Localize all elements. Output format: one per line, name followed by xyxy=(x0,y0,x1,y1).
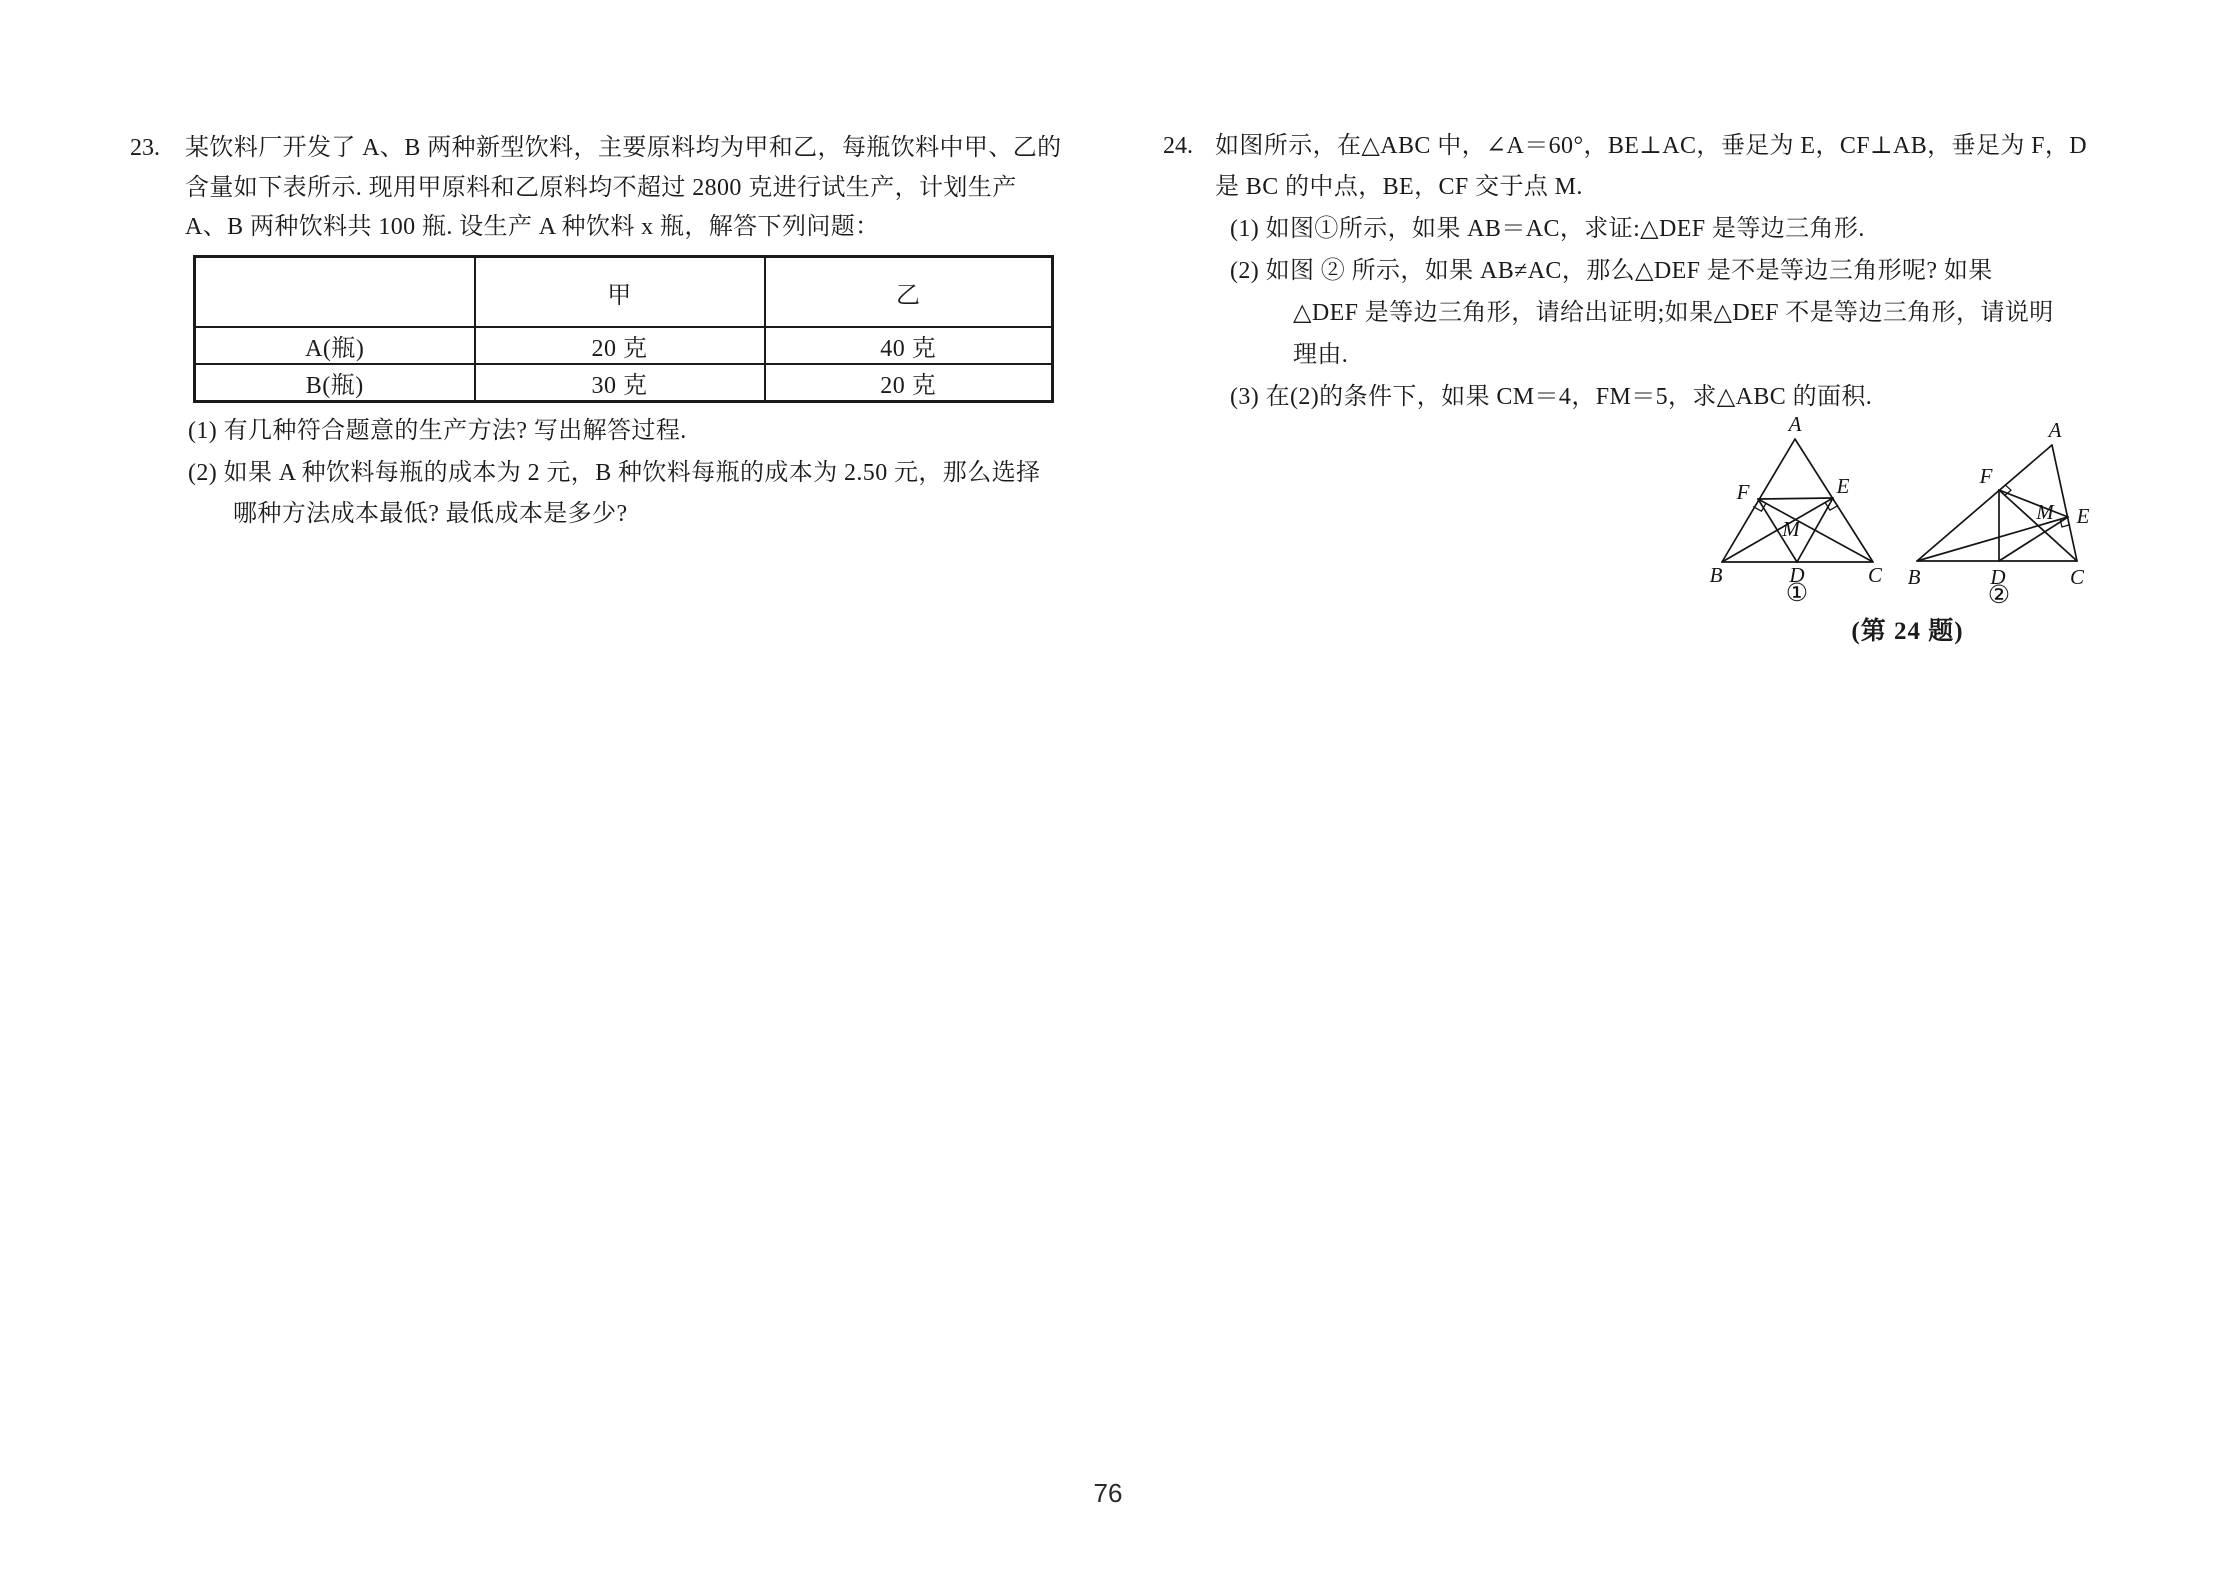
problem-23-line-1: 某饮料厂开发了 A、B 两种新型饮料，主要原料均为甲和乙，每瓶饮料中甲、乙的 xyxy=(185,135,1062,161)
vertex-label-e: E xyxy=(2076,504,2090,528)
vertex-label-f: F xyxy=(1979,464,1993,488)
row-a-jia: 20 克 xyxy=(475,327,765,364)
table-row-a xyxy=(195,327,1053,364)
page-number: 76 xyxy=(1093,1478,1123,1508)
figure-2-diagram xyxy=(1907,417,2097,609)
problem-24-q2-line-3: 理由. xyxy=(1293,342,1349,368)
problem-23-q2-line-1: (2) 如果 A 种饮料每瓶的成本为 2 元，B 种饮料每瓶的成本为 2.50 元，那么选择 xyxy=(188,460,1041,486)
table-header-empty xyxy=(195,257,475,328)
problem-23-line-2: 含量如下表所示. 现用甲原料和乙原料均不超过 2800 克进行试生产，计划生产 xyxy=(185,175,1017,201)
vertex-label-m: M xyxy=(1782,517,1800,541)
vertex-label-b: B xyxy=(1709,563,1723,587)
problem-24-q2-line-1: (2) 如图 ② 所示，如果 AB≠AC，那么△DEF 是不是等边三角形呢? 如果 xyxy=(1230,258,1993,284)
vertex-label-c: C xyxy=(1867,563,1883,587)
problem-24-line-1: 如图所示，在△ABC 中，∠A＝60°，BE⊥AC，垂足为 E，CF⊥AB，垂足为 F，D xyxy=(1215,133,2088,159)
figure-1-diagram xyxy=(1698,415,1898,607)
problem-24-q2-line-2: △DEF 是等边三角形，请给出证明;如果△DEF 不是等边三角形，请说明 xyxy=(1293,300,2054,326)
problem-24-figures xyxy=(1695,413,2120,653)
problem-24-number: 24. xyxy=(1163,133,1193,159)
vertex-label-f: F xyxy=(1736,480,1750,504)
row-a-label: A(瓶) xyxy=(195,327,475,364)
figure-1-label: ① xyxy=(1785,580,1809,607)
segment-fe xyxy=(1758,498,1833,499)
segment-de xyxy=(1999,517,2068,561)
problem-24-q3: (3) 在(2)的条件下，如果 CM＝4，FM＝5，求△ABC 的面积. xyxy=(1230,384,1873,410)
problem-23-q2-line-2: 哪种方法成本最低? 最低成本是多少? xyxy=(233,501,628,527)
vertex-label-d: D xyxy=(1789,563,1805,587)
vertex-label-c: C xyxy=(2069,565,2085,589)
figure-2-label: ② xyxy=(1987,582,2011,609)
problem-23-line-3: A、B 两种饮料共 100 瓶. 设生产 A 种饮料 x 瓶，解答下列问题： xyxy=(185,214,880,240)
row-b-jia: 30 克 xyxy=(475,364,765,402)
table-header-jia: 甲 xyxy=(475,257,765,328)
table-row-b xyxy=(195,364,1053,402)
problem-23-number: 23. xyxy=(130,135,160,161)
table-header-row xyxy=(195,257,1053,328)
row-b-label: B(瓶) xyxy=(195,364,475,402)
problem-23-q1: (1) 有几种符合题意的生产方法? 写出解答过程. xyxy=(188,418,687,444)
segment-fe xyxy=(1999,490,2068,517)
ingredient-table xyxy=(193,255,1054,403)
figure-caption: (第 24 题) xyxy=(1851,618,1964,645)
vertex-label-e: E xyxy=(1836,474,1850,498)
problem-24-q1: (1) 如图①所示，如果 AB＝AC，求证:△DEF 是等边三角形. xyxy=(1230,216,1865,242)
problem-24-line-2: 是 BC 的中点，BE，CF 交于点 M. xyxy=(1215,174,1583,200)
row-b-yi: 20 克 xyxy=(765,364,1053,402)
vertex-label-b: B xyxy=(1907,565,1921,589)
row-a-yi: 40 克 xyxy=(765,327,1053,364)
vertex-label-m: M xyxy=(2036,500,2054,524)
vertex-label-a: A xyxy=(2048,418,2062,442)
vertex-label-d: D xyxy=(1990,565,2006,589)
vertex-label-a: A xyxy=(1788,415,1802,436)
table-header-yi: 乙 xyxy=(765,257,1053,328)
